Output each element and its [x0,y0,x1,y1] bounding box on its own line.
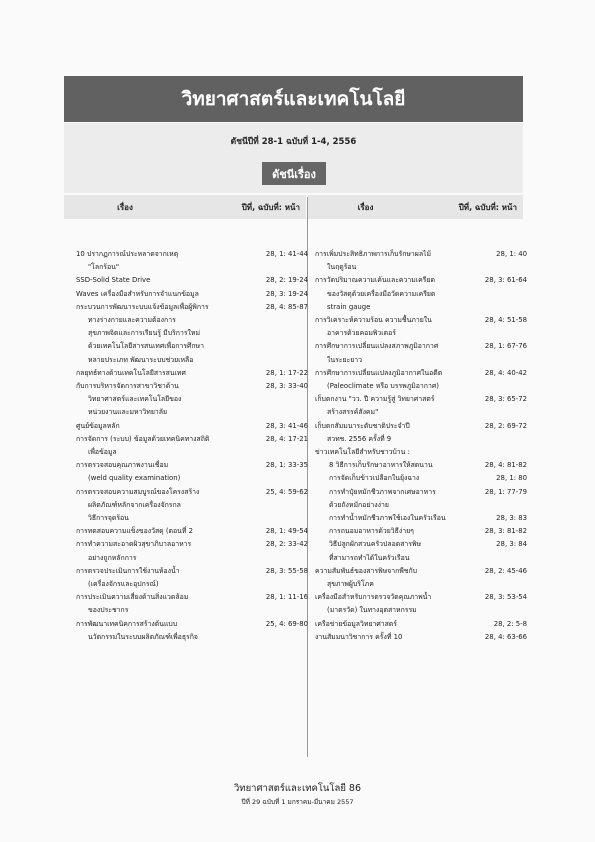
entry-title: วิธีการจุดร้อน [88,514,129,523]
index-entry [76,525,308,538]
entry-title: strain gauge [327,302,371,311]
index-entry [315,261,527,274]
entry-title: นวัตกรรมในระบบผลิตภัณฑ์เพื่อธุรกิจ [88,632,198,641]
index-entry [315,406,527,419]
index-entry [76,486,308,499]
entry-reference: 28, 1: 17-22 [265,368,308,377]
entry-reference: 28, 3: 81-82 [484,527,527,536]
entry-reference: 28, 3: 33-40 [265,382,308,391]
index-entry [76,512,308,525]
index-entry [315,565,527,578]
entry-reference: 28, 4: 40-42 [484,368,527,377]
entry-reference: 28, 2: 33-42 [265,540,308,549]
right-topic-header: เรื่อง [357,202,374,212]
entry-reference: 28, 1: 77-79 [484,487,527,496]
index-entry [76,565,308,578]
entry-title: 10 ปรากฏการณ์ประหลาดจากเหตุ [76,250,179,258]
right-index-column [315,248,527,644]
entry-title: ความสัมพันธ์ของสารพิษจากพืชกับ [315,566,418,575]
entry-title: ผลิตภัณฑ์หลักจากเครื่องจักรกล [88,500,181,509]
index-label: ดัชนีเรื่อง [272,167,316,181]
volume-info: ดัชนีปีที่ 28-1 ฉบับที่ 1-4, 2556 [230,137,357,147]
entry-title: สร้างสรรค์สังคม" [327,408,379,417]
index-entry [315,618,527,631]
entry-reference: 28, 3: 55-58 [265,566,308,575]
entry-title: ในระยะยาว [327,355,362,364]
index-entry [315,314,527,327]
index-entry [76,538,308,551]
entry-title: ข่าวเทคโนโลยีสำหรับชาวบ้าน : [315,448,410,457]
index-entry [315,446,527,459]
entry-title: ที่สามารถทำได้ในครัวเรือน [329,553,410,562]
index-entry [76,274,308,287]
entry-reference: 28, 4: 17-21 [265,434,308,443]
index-entry [315,578,527,591]
index-entry [76,499,308,512]
entry-reference: 28, 1: 40 [496,250,527,258]
entry-title: การวัดปริมาณความเค้นและความเครียด [315,276,435,285]
entry-title: วิธีปลูกผักสวนครัวปลอดสารพิษ [329,540,422,549]
entry-title: การเพิ่มประสิทธิภาพการเก็บรักษาผลไม้ [315,250,432,258]
index-entry [315,486,527,499]
entry-title: หน่วยงานและมหาวิทยาลัย [88,408,167,417]
entry-title: การจัดเก็บข้าวเปลือกในยุ้งฉาง [329,474,420,483]
entry-reference: 25, 4: 59-62 [265,487,308,496]
entry-title: การทำน้ำหมักชีวภาพใช้เองในครัวเรือน [329,514,446,523]
index-entry [76,459,308,472]
entry-title: เพื่อข้อมูล [88,448,117,457]
index-entry [76,618,308,631]
entry-title: (เครื่องจักรและอุปกรณ์) [88,580,159,589]
entry-reference: 28, 3: 61-64 [484,276,527,285]
entry-reference: 28, 4: 51-58 [484,316,527,325]
entry-title: การประเมินความเสี่ยงด้านสิ่งแวดล้อม [76,593,189,602]
entry-title: สุขภาพผู้บริโภค [327,580,374,589]
index-entry [315,288,527,301]
entry-title: เครือข่ายข้อมูลวิทยาศาสตร์ [315,619,397,628]
entry-title: ของประชากร [88,606,129,615]
left-ref-header: ปีที่, ฉบับที่: หน้า [241,202,300,212]
index-entry [315,459,527,472]
entry-title: Waves เครื่องมือสำหรับการจำแนกข้อมูล [76,289,199,298]
index-entry [76,393,308,406]
entry-title: เก็บตกสัมมนาระดับชาติประจำปี [315,421,410,430]
journal-title-banner [64,76,523,122]
entry-title: การศึกษาการเปลี่ยนแปลงภูมิอากาศในอดีต [315,368,443,377]
entry-title: งานสัมมนาวิชาการ ครั้งที่ 10 [315,632,403,641]
entry-title: SSD-Solid State Drive [76,276,151,285]
entry-reference: 28, 2: 45-46 [484,566,527,575]
index-entry [76,604,308,617]
index-entry [315,248,527,261]
entry-reference: 28, 1: 33-35 [265,461,308,470]
entry-reference: 28, 4: 85-87 [265,302,308,311]
entry-title: อาคารด้วยคอมพิวเตอร์ [327,329,396,338]
entry-title: การถนอมอาหารด้วยวิธีง่ายๆ [329,527,414,536]
index-entry [315,499,527,512]
entry-reference: 28, 2: 19-24 [265,276,308,285]
left-index-column [76,248,308,644]
index-entry [76,380,308,393]
index-entry [315,472,527,485]
entry-title: "โลกร้อน" [88,263,119,272]
index-entry [315,327,527,340]
entry-title: สุขภาพจิตและการเรียนรู้ มีบริการใหม่ [88,329,200,338]
index-entry [76,288,308,301]
right-ref-header: ปีที่, ฉบับที่: หน้า [458,202,517,212]
entry-title: การตรวจประเมินการใช้งานห้องน้ำ [76,566,180,575]
entry-reference: 28, 1: 80 [496,474,527,483]
index-entry [315,420,527,433]
index-entry [76,248,308,261]
index-entry [315,354,527,367]
index-entry [76,433,308,446]
index-entry [76,578,308,591]
entry-title: 8 วิธีการเก็บรักษาอาหารให้สดนาน [329,461,433,470]
index-entry [315,525,527,538]
index-entry [315,604,527,617]
entry-title: ในฤดูร้อน [327,263,357,272]
index-entry [315,552,527,565]
index-entry [76,314,308,327]
entry-reference: 28, 1: 49-54 [265,527,308,536]
entry-title: การจัดการ (ระบบ) ข้อมูลด้วยเทคนิคทางสถิติ [76,434,210,443]
index-entry [76,631,308,644]
entry-title: ศูนย์ข้อมูลหลัก [76,421,120,430]
entry-reference: 28, 1: 11-16 [265,593,308,602]
index-heading [262,162,326,185]
index-entry [315,591,527,604]
entry-title: (Paleoclimate หรือ บรรพภูมิอากาศ) [327,382,439,391]
index-entry [315,512,527,525]
index-entry [76,261,308,274]
index-entry [315,631,527,644]
entry-title: สวทช. 2556 ครั้งที่ 9 [327,434,392,443]
right-column-header [308,195,523,219]
footer-issue-info: ปีที่ 29 ฉบับที่ 1 มกราคม-มีนาคม 2557 [241,798,354,806]
index-entry [76,327,308,340]
index-entry [76,367,308,380]
entry-title: อย่างถูกหลักการ [88,553,137,562]
entry-reference: 28, 2: 69-72 [484,421,527,430]
left-column-header [64,195,306,219]
entry-title: การพัฒนาเทคนิคการสร้างต้นแบบ [76,619,178,628]
index-entry [76,472,308,485]
entry-title: ของวัสดุด้วยเครื่องมือวัดความเครียด [327,289,436,298]
index-entry [315,538,527,551]
index-entry [315,367,527,380]
entry-title: ด้วยเทคโนโลยีสารสนเทศเพื่อการศึกษา [88,342,204,351]
index-entry [76,354,308,367]
entry-title: (มาตรวัด) ในทางอุตสาหกรรม [327,606,417,615]
index-entry [76,301,308,314]
entry-title: การทำปุ๋ยหมักชีวภาพจากเศษอาหาร [329,487,436,496]
entry-reference: 28, 4: 63-66 [484,632,527,641]
index-entry [315,433,527,446]
index-entry [76,446,308,459]
footer-journal-page: วิทยาศาสตร์และเทคโนโลยี 86 [233,783,362,794]
entry-title: เครื่องมือสำหรับการตรวจวัดคุณภาพน้ำ [315,593,432,602]
entry-title: การทดสอบความแข็งของวัสดุ (ตอนที่ 2 [76,527,193,536]
index-entry [76,340,308,353]
index-entry [76,591,308,604]
entry-reference: 28, 1: 67-76 [484,342,527,351]
entry-title: กระบวนการพัฒนาระบบแจ้งข้อมูลเพื่อผู้พิการ [76,302,209,311]
entry-reference: 28, 1: 41-44 [265,250,308,258]
entry-reference: 28, 3: 19-24 [265,289,308,298]
index-entry [315,380,527,393]
entry-title: วิทยาศาสตร์และเทคโนโลยีของ [88,395,182,404]
entry-reference: 28, 3: 83 [496,514,527,523]
entry-reference: 28, 3: 84 [496,540,527,549]
entry-title: ด้วยถังหมักอย่างง่าย [329,500,389,509]
index-entry [315,274,527,287]
index-entry [76,406,308,419]
index-entry [76,420,308,433]
entry-title: การตรวจสอบความสมบูรณ์ของโครงสร้าง [76,487,200,496]
index-entry [315,301,527,314]
entry-title: ทางร่างกายและความต้องการ [88,316,176,325]
entry-title: กลยุทธ์ทางด้านเทคโนโลยีสารสนเทศ [76,368,186,377]
entry-reference: 28, 3: 65-72 [484,395,527,404]
entry-title: (weld quality examination) [88,474,181,483]
index-entry [315,340,527,353]
entry-title: การตรวจสอบคุณภาพงานเชื่อม [76,461,169,470]
entry-title: การวิเคราะห์ความร้อน ความชื้นภายใน [315,316,432,325]
entry-title: เก็บตกงาน "วว. ปี ความรู้สู่ วิทยาศาสตร์ [315,395,435,404]
entry-title: หลายประเภท พัฒนาระบบช่วยเหลือ [88,355,194,364]
entry-reference: 28, 3: 53-54 [484,593,527,602]
left-topic-header: เรื่อง [117,202,133,212]
entry-title: การศึกษาการเปลี่ยนแปลงสภาพภูมิอากาศ [315,342,439,351]
index-entry [315,393,527,406]
entry-reference: 28, 4: 81-82 [484,461,527,470]
entry-title: การทำความสะอาดผิวสุขาภิบาลอาหาร [76,540,192,549]
entry-reference: 28, 2: 5-8 [493,619,527,628]
index-entry [76,552,308,565]
entry-title: กับการบริหารจัดการสาขาวิชาด้าน [76,382,179,391]
entry-reference: 25, 4: 69-80 [265,619,308,628]
entry-reference: 28, 3: 41-46 [265,421,308,430]
journal-title: วิทยาศาสตร์และเทคโนโลยี [181,88,406,110]
